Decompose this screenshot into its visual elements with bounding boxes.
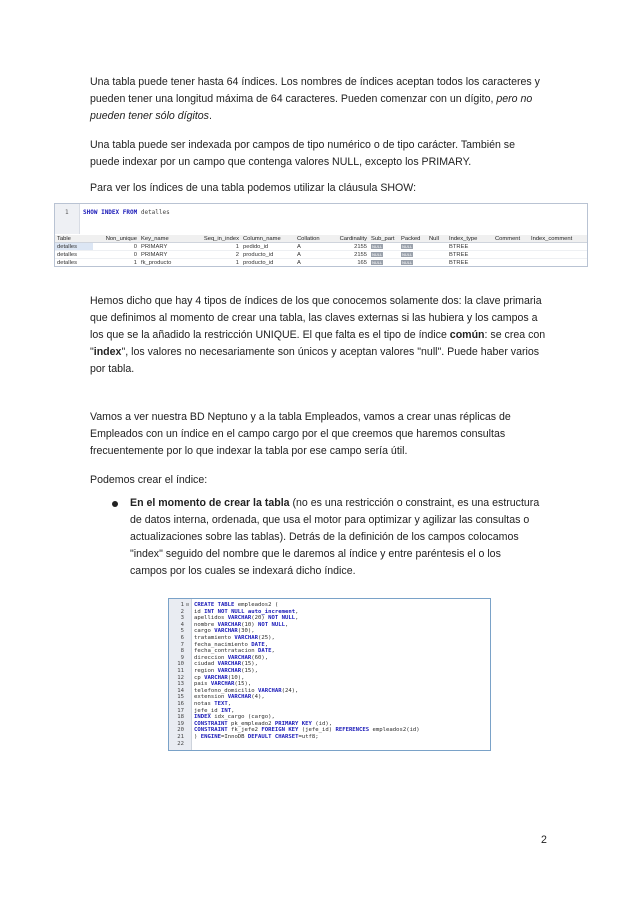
cell: pedido_id: [241, 243, 295, 251]
code-text: [194, 635, 275, 642]
result-header-row: [55, 235, 587, 243]
column-header[interactable]: Comment: [493, 235, 529, 243]
sql-text: jefe_id INT,: [194, 707, 235, 714]
text-span: ": [90, 346, 94, 358]
text-line: Podemos crear el índice:: [90, 474, 208, 486]
text-line: Para ver los índices de una tabla podemos utilizar la cláusula SHOW:: [90, 182, 417, 194]
cell: [529, 243, 587, 251]
line-number: 16: [177, 701, 184, 707]
text-line: Una tabla puede ser indexada por campos de tipo numérico o de tipo carácter. También se: [90, 139, 515, 151]
cell: A: [295, 259, 329, 267]
sql-text: cp VARCHAR(10),: [194, 674, 245, 681]
result-grid: [55, 235, 587, 267]
column-header[interactable]: Seq_in_index: [191, 235, 241, 243]
cell: [529, 251, 587, 259]
sql-text: pais VARCHAR(15),: [194, 681, 252, 688]
create-table-screenshot: [168, 598, 491, 751]
text-span: (no es una restricción o constraint, es una estructura: [289, 497, 540, 509]
text-line: [90, 327, 546, 344]
text-line: Una tabla puede tener hasta 64 índices. Los nombres de índices aceptan todos los caracteres y: [90, 76, 540, 88]
line-number: 22: [177, 740, 184, 747]
null-badge: NULL: [372, 243, 383, 249]
text-line: [90, 344, 546, 361]
text-span: : se crea con: [484, 329, 546, 341]
null-badge: NULL: [372, 259, 383, 265]
text-line: actualizaciones sobre las tablas). Detrás de la definición de los campos colocamos: [130, 531, 519, 543]
cell: BTREE: [447, 251, 493, 259]
cell: [493, 251, 529, 259]
line-number: 21: [177, 734, 184, 740]
text-line: de datos interna, ordenada, que usa el motor para optimizar y agilizar las consultas o: [130, 514, 530, 526]
sql-text: extension VARCHAR(4),: [194, 694, 265, 701]
column-header[interactable]: Packed: [399, 235, 427, 243]
column-header[interactable]: Collation: [295, 235, 329, 243]
code-text: [194, 648, 275, 655]
text-line: puede indexar por un campo que contenga valores NULL, excepto los PRIMARY.: [90, 156, 472, 168]
code-text: [194, 701, 231, 708]
cell: detalles: [55, 251, 93, 259]
column-header[interactable]: Index_comment: [529, 235, 587, 243]
paragraph-create-index: [90, 472, 546, 489]
sql-text: fecha_contratacion DATE,: [194, 648, 275, 655]
cell: [399, 259, 427, 267]
column-header[interactable]: Null: [427, 235, 447, 243]
page-number: 2: [541, 834, 547, 846]
paragraph-neptuno: [90, 409, 546, 460]
sql-keyword: SHOW: [83, 209, 98, 216]
cell: [529, 259, 587, 267]
line-number: 13: [177, 681, 184, 688]
line-number: 17: [177, 707, 184, 714]
sql-text: region VARCHAR(15),: [194, 668, 258, 674]
bold-text: En el momento de crear la tabla: [130, 497, 290, 509]
column-header[interactable]: Column_name: [241, 235, 295, 243]
line-number: 1: [180, 602, 184, 608]
line-number: 12: [177, 674, 184, 681]
line-number: 2: [180, 608, 184, 615]
cell: fk_producto: [139, 259, 191, 267]
sql-keyword: INDEX: [101, 209, 120, 216]
cell: [399, 251, 427, 259]
line-number: 1: [65, 209, 69, 216]
text-span: los que se la añadido la restricción UNIQUE. El que falta es el tipo de índice: [90, 329, 450, 341]
paragraph-index-kinds: [90, 293, 546, 378]
cell: BTREE: [447, 259, 493, 267]
sql-text: CONSTRAINT pk_empleado2 PRIMARY KEY (id),: [194, 720, 333, 727]
cell: producto_id: [241, 251, 295, 259]
sql-text: cargo VARCHAR(30),: [194, 628, 255, 635]
sql-text: INDEX idx_cargo (cargo),: [194, 714, 275, 721]
cell: 0: [93, 251, 139, 259]
sql-text: ciudad VARCHAR(15),: [194, 661, 258, 668]
column-header[interactable]: Non_unique: [93, 235, 139, 243]
null-badge: NULL: [402, 243, 413, 249]
code-text: [194, 727, 420, 734]
paragraph-show-index: [90, 180, 546, 197]
code-text: [194, 721, 332, 728]
code-text: [194, 694, 265, 701]
line-number: 4: [180, 621, 184, 628]
bold-text: común: [449, 329, 485, 341]
text-line: [90, 91, 546, 108]
code-text: [194, 661, 258, 668]
cell: 1: [191, 243, 241, 251]
text-line: Vamos a ver nuestra BD Neptuno y a la tabla Empleados, vamos a crear unas réplicas de: [90, 411, 511, 423]
sql-identifier: detalles: [140, 209, 170, 216]
cell: producto_id: [241, 259, 295, 267]
text-line: [90, 108, 546, 125]
cell: 2: [191, 251, 241, 259]
cell: [427, 251, 447, 259]
text-span: .: [208, 110, 212, 122]
sql-text: empleados2 (: [234, 602, 279, 608]
sql-text: apellidos VARCHAR(20) NOT NULL,: [194, 615, 299, 622]
column-header[interactable]: Cardinality: [329, 235, 369, 243]
code-text: [194, 622, 288, 629]
italic-text: pueden tener sólo dígitos: [90, 110, 209, 122]
text-span: ", los valores no necesariamente son únicos y aceptan valores "null". Puede haber varios: [121, 346, 540, 358]
cell: 0: [93, 243, 139, 251]
code-text: [194, 615, 298, 622]
sql-text: telefono_domicilio VARCHAR(24),: [194, 687, 299, 694]
table-row[interactable]: [55, 251, 587, 259]
line-number: 18: [177, 714, 184, 721]
fold-icon[interactable]: ⊟: [186, 602, 190, 608]
line-number: 10: [177, 661, 184, 668]
line-number: 19: [177, 720, 184, 727]
cell: [493, 243, 529, 251]
cell: [427, 243, 447, 251]
sql-keyword: FROM: [122, 209, 138, 216]
code-text: [194, 688, 298, 695]
cell: [369, 259, 399, 267]
column-header[interactable]: Table: [55, 235, 93, 243]
cell: A: [295, 243, 329, 251]
text-line: campos por los cuales se indexará dicho índice.: [130, 565, 356, 577]
cell: 1: [93, 259, 139, 267]
table-row[interactable]: [55, 243, 587, 251]
code-text: [194, 655, 268, 662]
code-text: [194, 675, 245, 682]
sql-editor: [55, 204, 587, 234]
text-line: por tabla.: [90, 363, 135, 375]
cell: [369, 243, 399, 251]
text-line: "index" seguido del nombre que le daremos al índice y entre paréntesis el o los: [130, 548, 501, 560]
italic-text: pero no: [496, 93, 533, 105]
cell: A: [295, 251, 329, 259]
cell: 2155: [329, 243, 369, 251]
show-index-screenshot: [54, 203, 588, 267]
column-header[interactable]: Sub_part: [369, 235, 399, 243]
line-number: 14: [177, 687, 184, 694]
sql-text: id INT NOT NULL auto_increment,: [194, 608, 299, 615]
cell: [399, 243, 427, 251]
cell: 1: [191, 259, 241, 267]
cell: BTREE: [447, 243, 493, 251]
line-number: 3: [180, 615, 184, 622]
line-number: 11: [177, 668, 184, 674]
code-text: [194, 668, 258, 675]
sql-text: fecha_nacimiento DATE,: [194, 641, 269, 648]
code-text: [194, 708, 234, 715]
line-number: 20: [177, 727, 184, 734]
cell: PRIMARY: [139, 243, 191, 251]
text-line: que definimos al momento de crear una tabla, las claves externas si las hubiera y los campos a: [90, 312, 538, 324]
text-line: Empleados con un índice en el campo cargo por el que creemos que haremos consultas: [90, 428, 506, 440]
sql-text: notas TEXT,: [194, 701, 232, 707]
text-line: frecuentemente por lo que indexar la tabla por ese campo sería útil.: [90, 445, 408, 457]
code-text: [194, 734, 319, 741]
sql-keyword: CREATE TABLE: [194, 602, 235, 608]
code-text: [194, 602, 278, 609]
sql-text: tratamiento VARCHAR(25),: [194, 635, 275, 641]
code-text: [194, 609, 298, 616]
code-text: [194, 628, 255, 635]
sql-text: ) ENGINE=InnoDB DEFAULT CHARSET=utf8;: [194, 734, 319, 740]
line-number: 15: [177, 694, 184, 701]
line-number: 5: [180, 628, 184, 635]
cell: [369, 251, 399, 259]
cell: 2155: [329, 251, 369, 259]
sql-line: [83, 209, 170, 216]
text-line: Hemos dicho que hay 4 tipos de índices de los que conocemos solamente dos: la clave primaria: [90, 295, 542, 307]
code-text: [194, 714, 275, 721]
table-row[interactable]: [55, 259, 587, 267]
column-header[interactable]: Key_name: [139, 235, 191, 243]
cell: [427, 259, 447, 267]
column-header[interactable]: Index_type: [447, 235, 493, 243]
cell: 165: [329, 259, 369, 267]
code-text: [194, 642, 268, 649]
result-table: [55, 235, 587, 267]
line-number: 6: [180, 635, 184, 641]
line-number: 7: [180, 641, 184, 648]
cell: PRIMARY: [139, 251, 191, 259]
cell: detalles: [55, 259, 93, 267]
paragraph-index-limits: [90, 74, 546, 125]
line-number: 9: [180, 654, 184, 661]
code-text: [194, 681, 251, 688]
null-badge: NULL: [402, 259, 413, 265]
sql-text: nombre VARCHAR(10) NOT NULL,: [194, 621, 289, 628]
bold-text: index: [93, 346, 122, 358]
text-span: pueden tener una longitud máxima de 64 caracteres. Pueden comenzar con un dígito,: [90, 93, 497, 105]
sql-text: direccion VARCHAR(60),: [194, 654, 269, 661]
null-badge: NULL: [372, 251, 383, 257]
null-badge: NULL: [402, 251, 413, 257]
paragraph-index-types: [90, 137, 546, 171]
cell: detalles: [55, 243, 93, 251]
line-number: 8: [180, 648, 184, 655]
sql-text: CONSTRAINT fk_jefe2 FOREIGN KEY (jefe_id) REFERENCES empleados2(id): [194, 727, 420, 734]
cell: [493, 259, 529, 267]
bullet-item-create-table: [130, 495, 546, 580]
text-line: [130, 495, 546, 512]
bullet-icon: [112, 501, 118, 507]
